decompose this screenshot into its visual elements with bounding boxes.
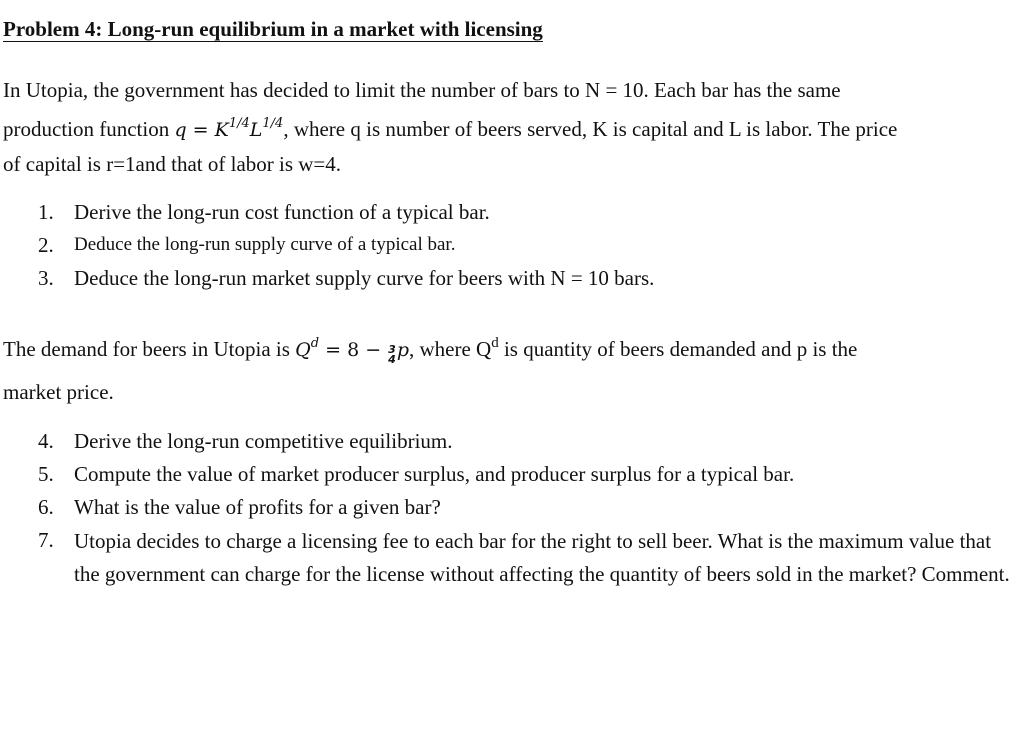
list-item-text: Compute the value of market producer surplus, and producer surplus for a typical bar. — [74, 462, 795, 486]
formula-Q: Q — [295, 339, 311, 361]
fraction-numerator: 3 — [388, 343, 396, 356]
list-item-text: Derive the long-run cost function of a typical bar. — [74, 200, 490, 224]
list-item-number: 2. — [38, 233, 54, 257]
demand-line-1-pre: The demand for beers in Utopia is — [3, 337, 296, 361]
list-item-number: 3. — [38, 266, 54, 290]
formula-fraction — [388, 345, 396, 365]
intro-line-1: In Utopia, the government has decided to limit the number of bars to N = 10. Each bar has the same — [3, 78, 841, 102]
formula-K: K — [214, 119, 229, 141]
formula-p: p — [396, 339, 409, 361]
list-item-number: 6. — [38, 495, 54, 519]
formula-L-exponent: 1/4 — [262, 116, 284, 131]
intro-line-2-pre: production function — [3, 117, 175, 141]
list-item-text: What is the value of profits for a given bar? — [74, 495, 441, 519]
demand-line-2: market price. — [3, 380, 114, 404]
demand-line-1 — [3, 322, 857, 371]
formula-K-exponent: 1/4 — [228, 116, 250, 131]
list-item-text: Derive the long-run competitive equilibrium. — [74, 429, 453, 453]
list-item-text: Utopia decides to charge a licensing fee to each bar for the right to sell beer. What is the maximum value that the government can charge for the license without affecting the quantity of beers sold in the market? Comment. — [74, 529, 1010, 586]
formula-rhs: = 8 − — [319, 339, 388, 361]
intro-paragraph — [3, 73, 897, 181]
demand-paragraph — [3, 322, 857, 413]
formula-equals: = — [186, 119, 215, 141]
fraction-denominator: 4 — [388, 353, 396, 366]
demand-line-1-mid: , where Q — [409, 337, 492, 361]
list-item-text: Deduce the long-run supply curve of a typical bar. — [74, 234, 456, 255]
list-item-number: 4. — [38, 429, 54, 453]
intro-line-2 — [3, 107, 897, 147]
demand-mid-superscript: d — [491, 335, 499, 351]
intro-line-3: of capital is r=1and that of labor is w=4. — [3, 152, 342, 176]
intro-line-2-post: , where q is number of beers served, K is capital and L is labor. The price — [283, 117, 898, 141]
list-item-number: 1. — [38, 200, 54, 224]
list-item-text: Deduce the long-run market supply curve for beers with N = 10 bars. — [74, 266, 655, 290]
demand-formula — [295, 336, 409, 366]
formula-L: L — [249, 119, 263, 141]
list-item-number: 7. — [38, 528, 54, 552]
list-item-number: 5. — [38, 462, 54, 486]
demand-line-1-post: is quantity of beers demanded and p is the — [498, 337, 858, 361]
formula-Q-superscript: d — [310, 336, 320, 351]
problem-title: Problem 4: Long-run equilibrium in a market with licensing — [3, 17, 543, 41]
production-function-formula — [174, 116, 284, 141]
formula-q: q — [174, 119, 187, 141]
